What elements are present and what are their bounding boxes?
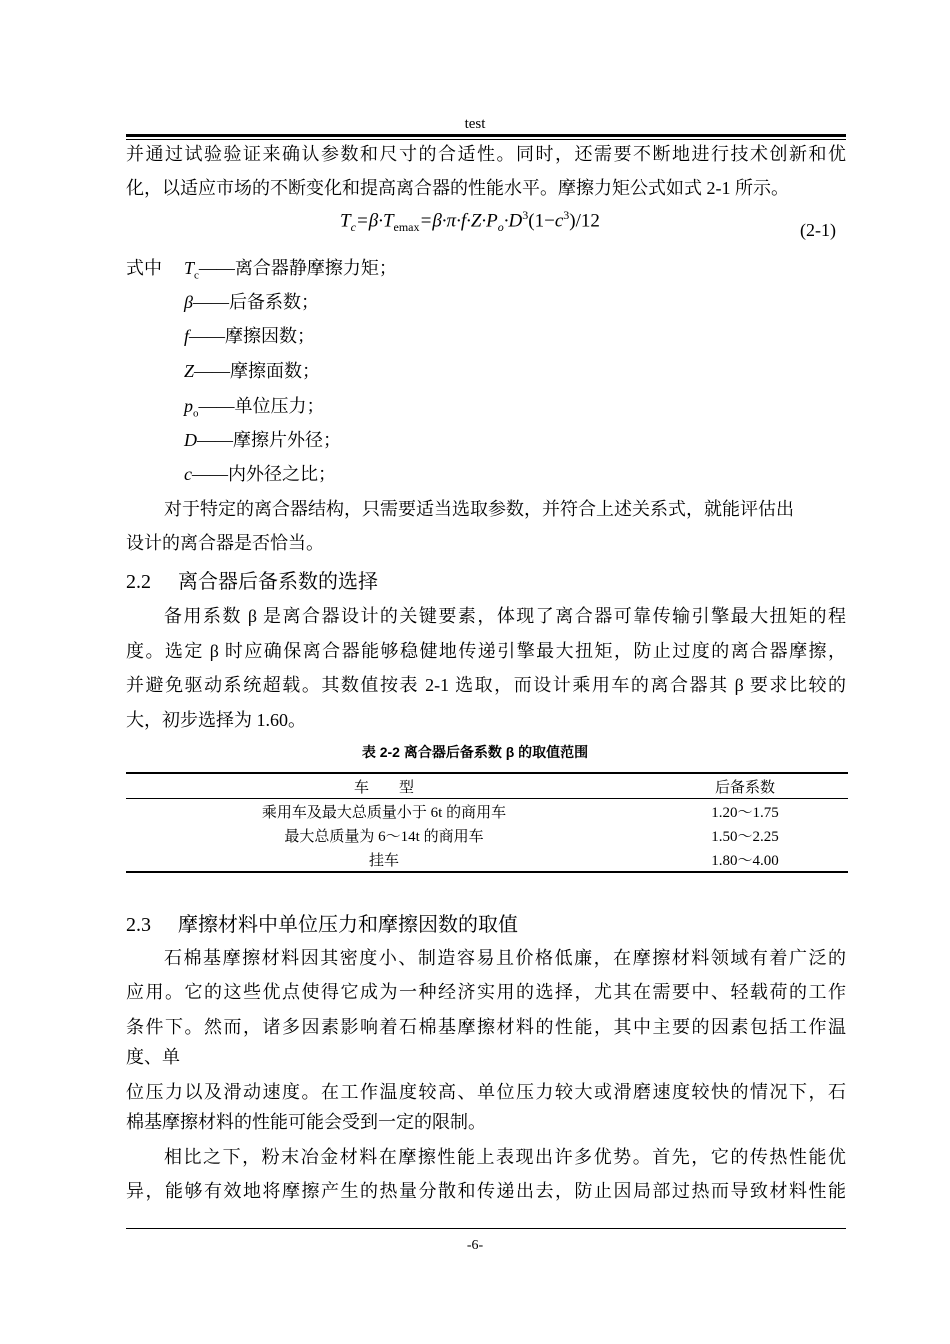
variables-intro: 式中 xyxy=(126,258,162,278)
variable-definition: c——内外径之比； xyxy=(184,464,336,484)
section-heading: 2.2 离合器后备系数的选择 xyxy=(126,571,378,593)
paragraph-line: 并避免驱动系统超载。其数值按表 2-1 选取，而设计乘用车的离合器其 β 要求比较的 xyxy=(126,675,846,695)
table-cell: 乘用车及最大总质量小于 6t 的商用车 xyxy=(261,804,507,821)
paragraph-line: 条件下。然而，诸多因素影响着石棉基摩擦材料的性能，其中主要的因素包括工作温 xyxy=(126,1017,846,1037)
variable-definition: Z——摩擦面数； xyxy=(184,361,321,381)
paragraph-line: 异，能够有效地将摩擦产生的热量分散和传递出去，防止因局部过热而导致材料性能 xyxy=(126,1181,846,1201)
paragraph-line: 化，以适应市场的不断变化和提高离合器的性能水平。摩擦力矩公式如式 2-1 所示。 xyxy=(126,178,789,198)
table-row xyxy=(126,847,848,872)
variable-definition: D——摩擦片外径； xyxy=(184,430,341,450)
paragraph-line: 备用系数 β 是离合器设计的关键要素，体现了离合器可靠传输引擎最大扭矩的程 xyxy=(164,606,846,626)
variable-definition: $p_o——$单位压力； xyxy=(184,396,325,420)
paragraph-line: 度。选定 β 时应确保离合器能够稳健地传递引擎最大扭矩，防止过度的离合器摩擦， xyxy=(126,641,846,661)
paragraph-line: 并通过试验验证来确认参数和尺寸的合适性。同时，还需要不断地进行技术创新和优 xyxy=(126,144,846,164)
variable-definition: β——后备系数； xyxy=(184,292,319,312)
page-number: -6- xyxy=(466,1238,484,1253)
paragraph-line: 棉基摩擦材料的性能可能会受到一定的限制。 xyxy=(126,1112,486,1132)
table-cell: 1.20～1.75 xyxy=(711,804,779,821)
table-cell: 1.80～4.00 xyxy=(711,852,779,869)
friction-torque-formula: $T_c=\beta\cdot T_{emax}=\beta\cdot\pi\cdot f\cdot Z\cdot P_o\cdot D^3(1-c^3)/12$ xyxy=(340,208,600,235)
table-header-row xyxy=(126,773,848,799)
table-cell: 1.50～2.25 xyxy=(711,828,779,845)
paragraph-line: 对于特定的离合器结构，只需要适当选取参数，并符合上述关系式，就能评估出 xyxy=(164,499,794,519)
header-rule-thick xyxy=(126,134,846,137)
table-header-cell: 后备系数 xyxy=(642,773,848,799)
paragraph-line: 大，初步选择为 1.60。 xyxy=(126,710,306,730)
table-cell: 挂车 xyxy=(368,852,399,869)
table-cell: 最大总质量为 6～14t 的商用车 xyxy=(284,828,484,845)
page-header: test xyxy=(464,116,486,132)
table-row xyxy=(126,823,848,847)
header-rule-thin xyxy=(126,139,846,140)
backup-coefficient-table xyxy=(126,772,848,873)
paragraph-line: 石棉基摩擦材料因其密度小、制造容易且价格低廉，在摩擦材料领域有着广泛的 xyxy=(164,948,846,968)
paragraph-line: 位压力以及滑动速度。在工作温度较高、单位压力较大或滑磨速度较快的情况下，石 xyxy=(126,1082,846,1102)
equation-number: (2-1) xyxy=(800,220,836,240)
paragraph-line: 度、单 xyxy=(126,1047,180,1067)
footer-rule xyxy=(126,1228,846,1229)
table-header-cell: 车 型 xyxy=(126,773,642,799)
paragraph-line: 应用。它的这些优点使得它成为一种经济实用的选择，尤其在需要中、轻载荷的工作 xyxy=(126,982,846,1002)
table-caption: 表 2-2 离合器后备系数 β 的取值范围 xyxy=(361,744,589,760)
variable-definition: f——摩擦因数； xyxy=(184,326,316,346)
paragraph-line: 设计的离合器是否恰当。 xyxy=(126,533,324,553)
table-row xyxy=(126,799,848,824)
variable-definition: $T_c——$离合器静摩擦力矩； xyxy=(184,258,397,282)
paragraph-line: 相比之下，粉末冶金材料在摩擦性能上表现出许多优势。首先，它的传热性能优 xyxy=(164,1147,846,1167)
section-heading: 2.3 摩擦材料中单位压力和摩擦因数的取值 xyxy=(126,914,518,936)
